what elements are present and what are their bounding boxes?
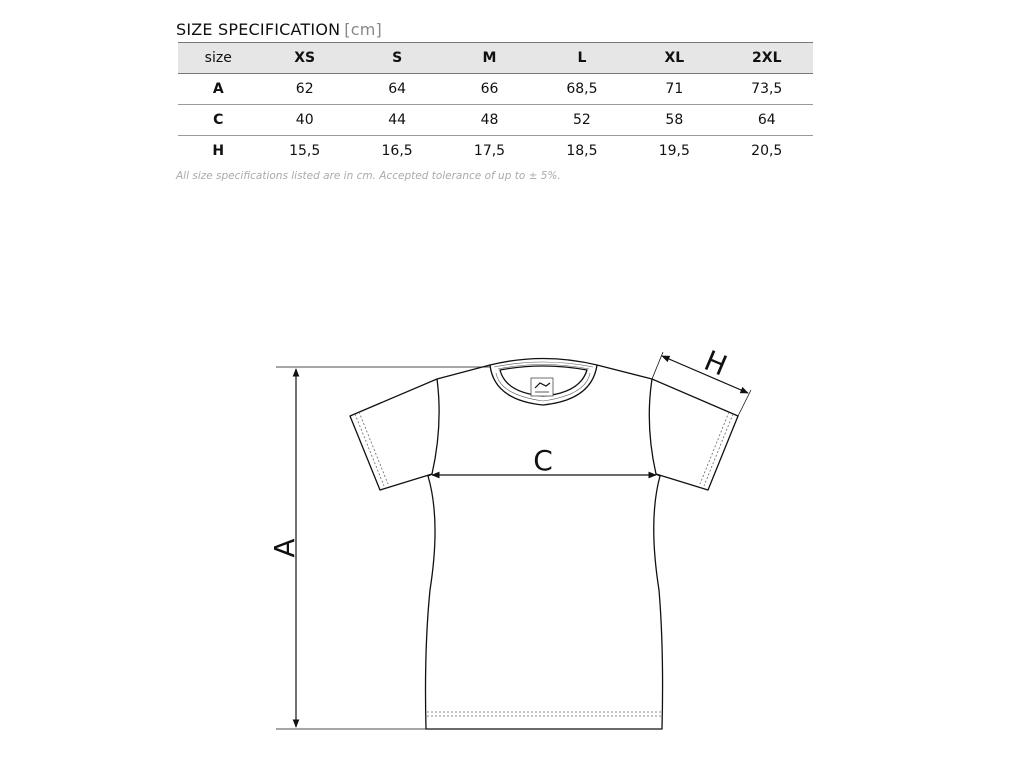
dimension-c-label: C <box>533 444 553 477</box>
size-header-xl: XL <box>628 43 720 74</box>
table-cell: 58 <box>628 105 720 136</box>
table-cell: 71 <box>628 74 720 105</box>
table-cell: 17,5 <box>473 143 506 159</box>
tshirt-left-sleeve <box>350 379 437 490</box>
table-cell: 15,5 <box>289 143 321 159</box>
row-label: C <box>178 105 259 136</box>
right-sleeve-hem-stitch <box>704 414 733 486</box>
spec-title-main: SIZE SPECIFICATION <box>176 20 341 39</box>
dimension-c <box>432 444 656 477</box>
table-cell: 18,5 <box>566 143 598 159</box>
left-sleeve-hem-stitch <box>355 414 384 486</box>
tshirt-body-outline <box>426 365 663 729</box>
table-cell: 20,5 <box>751 143 783 159</box>
table-cell: 62 <box>259 74 351 105</box>
table-cell: 48 <box>443 105 535 136</box>
table-cell: 73,5 <box>721 74 813 105</box>
tolerance-note: All size specifications listed are in cm. Accepted tolerance of up to ± 5%. <box>176 170 561 182</box>
size-header-s: S <box>351 43 443 74</box>
dimension-a-label: A <box>268 538 301 558</box>
dimension-h-label: H <box>699 343 732 383</box>
table-cell: 44 <box>351 105 443 136</box>
neck-label-icon <box>531 378 553 396</box>
table-cell: 64 <box>721 105 813 136</box>
size-header-xs: XS <box>259 43 351 74</box>
table-cell: 19,5 <box>658 143 690 159</box>
size-header-l: L <box>536 43 628 74</box>
row-label: H <box>212 143 225 159</box>
size-header-label: size <box>178 43 259 74</box>
row-label: A <box>178 74 259 105</box>
table-cell: 64 <box>351 74 443 105</box>
table-cell: 16,5 <box>381 143 413 159</box>
size-header-2xl: 2XL <box>721 43 813 74</box>
table-cell: 68,5 <box>536 74 628 105</box>
table-cell: 66 <box>443 74 535 105</box>
dimension-h <box>652 344 751 416</box>
table-cell: 52 <box>536 105 628 136</box>
size-header-m: M <box>443 43 535 74</box>
spec-title-unit: [cm] <box>344 20 382 39</box>
table-cell: 40 <box>259 105 351 136</box>
dimension-a <box>268 367 490 729</box>
